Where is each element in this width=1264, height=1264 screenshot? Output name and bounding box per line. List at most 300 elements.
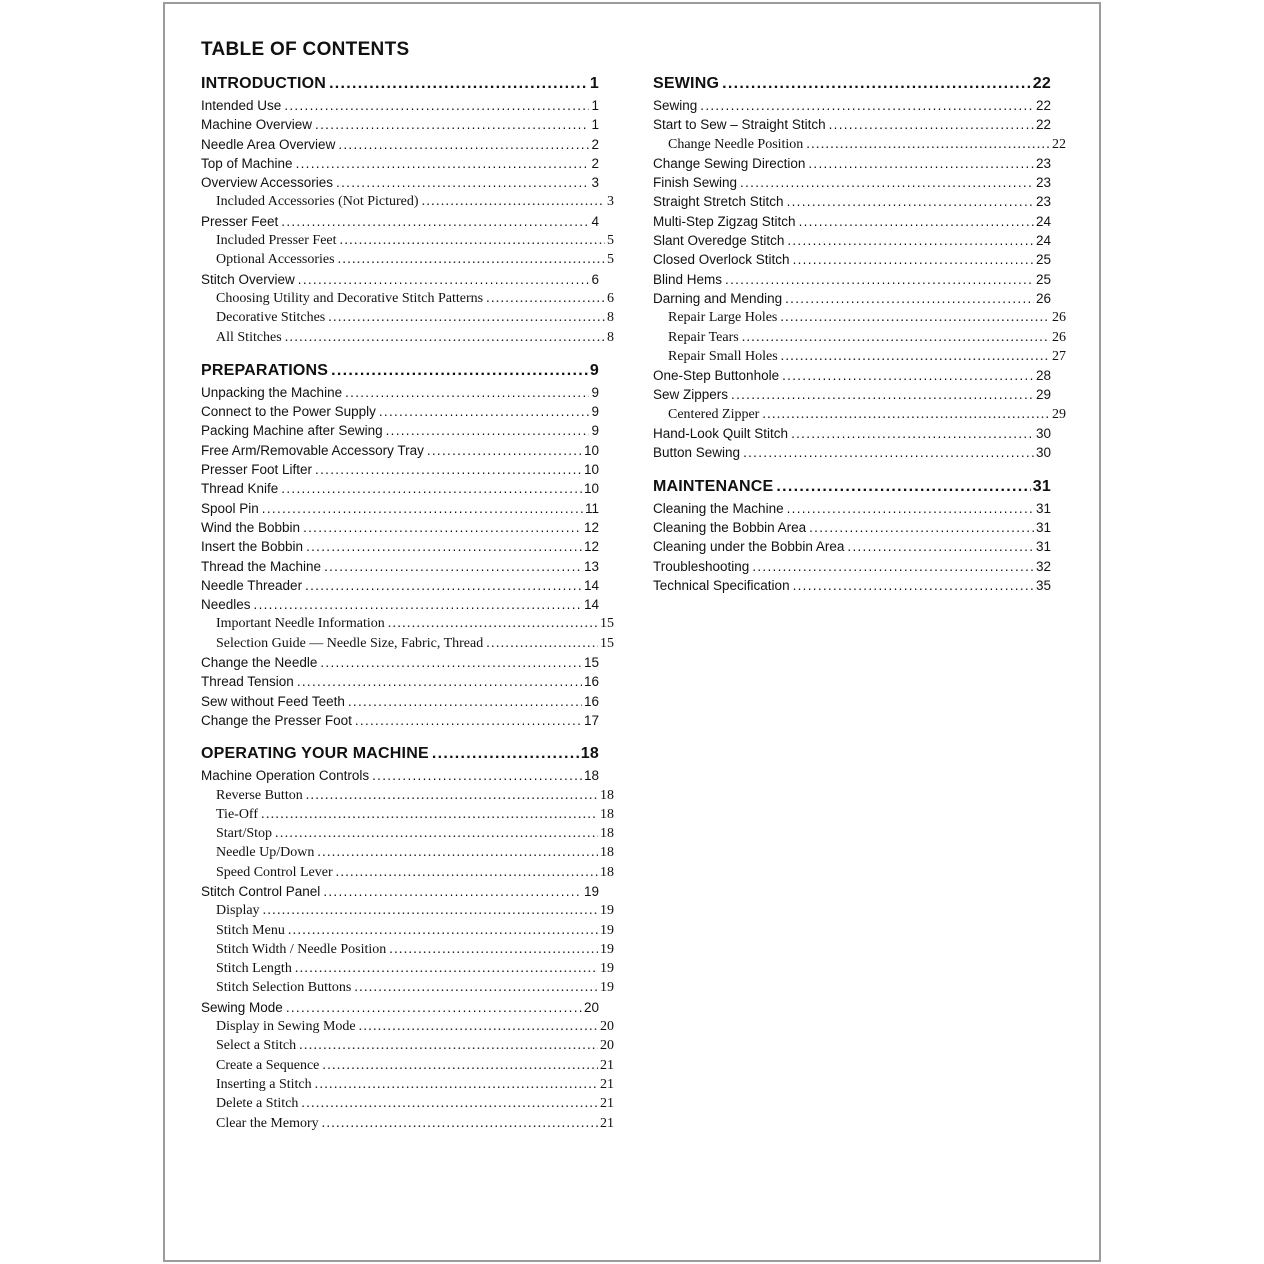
page-number: 18 bbox=[583, 768, 599, 784]
toc-entry-label: Button Sewing bbox=[653, 445, 741, 461]
toc-entry[interactable] bbox=[201, 959, 614, 978]
page-number: 1 bbox=[591, 117, 599, 133]
toc-entry[interactable] bbox=[201, 402, 599, 421]
page-number: 23 bbox=[1035, 194, 1051, 210]
dot-leader bbox=[785, 289, 1034, 308]
page-number: 18 bbox=[580, 745, 599, 763]
dot-leader bbox=[731, 385, 1034, 404]
toc-entry[interactable] bbox=[201, 328, 614, 347]
dot-leader bbox=[422, 192, 605, 211]
dot-leader bbox=[793, 250, 1034, 269]
dot-leader bbox=[345, 383, 589, 402]
toc-entry[interactable] bbox=[201, 192, 614, 211]
toc-entry[interactable] bbox=[201, 653, 599, 672]
page-number: 30 bbox=[1035, 426, 1051, 442]
toc-entry-label: Speed Control Lever bbox=[216, 864, 333, 880]
dot-leader bbox=[780, 308, 1050, 327]
page-number: 19 bbox=[600, 961, 614, 977]
toc-entry-label: Stitch Selection Buttons bbox=[216, 980, 352, 996]
toc-entry-label: Repair Tears bbox=[668, 329, 739, 345]
toc-entry[interactable] bbox=[201, 634, 614, 653]
dot-leader bbox=[315, 460, 582, 479]
page-number: 17 bbox=[583, 712, 599, 728]
page-number: 2 bbox=[591, 155, 599, 171]
dot-leader bbox=[320, 653, 582, 672]
toc-entry[interactable] bbox=[201, 843, 614, 862]
page-number: 30 bbox=[1035, 445, 1051, 461]
toc-entry-label: Included Presser Feet bbox=[216, 233, 337, 249]
toc-entry[interactable] bbox=[201, 115, 599, 134]
toc-entry[interactable] bbox=[201, 537, 599, 556]
page-number: 27 bbox=[1052, 348, 1066, 364]
page-number: 31 bbox=[1035, 500, 1051, 516]
toc-entry-label: Thread Tension bbox=[201, 674, 294, 690]
toc-entry[interactable] bbox=[201, 518, 599, 537]
dot-leader bbox=[331, 359, 588, 383]
toc-entry[interactable] bbox=[201, 805, 614, 824]
toc-entry[interactable] bbox=[653, 518, 1051, 537]
toc-entry[interactable] bbox=[653, 366, 1051, 385]
dot-leader bbox=[305, 576, 582, 595]
page-number: 26 bbox=[1052, 329, 1066, 345]
dot-leader bbox=[359, 1017, 598, 1036]
dot-leader bbox=[284, 96, 589, 115]
toc-entry-label: Cleaning under the Bobbin Area bbox=[653, 539, 845, 555]
toc-entry-label: Multi-Step Zigzag Stitch bbox=[653, 213, 796, 229]
dot-leader bbox=[301, 1094, 598, 1113]
page-number: 18 bbox=[600, 826, 614, 842]
toc-entry-label: Top of Machine bbox=[201, 155, 293, 171]
page-number: 25 bbox=[1035, 271, 1051, 287]
toc-entry-label: Included Accessories (Not Pictured) bbox=[216, 194, 419, 210]
toc-entry-label: Sew without Feed Teeth bbox=[201, 693, 345, 709]
toc-entry-label: Machine Operation Controls bbox=[201, 768, 370, 784]
toc-entry-label: Sew Zippers bbox=[653, 387, 729, 403]
page-number: 29 bbox=[1035, 387, 1051, 403]
toc-entry[interactable] bbox=[201, 212, 599, 231]
toc-entry-label: Presser Foot Lifter bbox=[201, 462, 313, 478]
dot-leader bbox=[288, 921, 598, 940]
dot-leader bbox=[336, 173, 589, 192]
toc-entry-label: Free Arm/Removable Accessory Tray bbox=[201, 442, 424, 458]
toc-entry-label: Decorative Stitches bbox=[216, 310, 326, 326]
toc-entry-label: Packing Machine after Sewing bbox=[201, 423, 383, 439]
toc-entry[interactable] bbox=[653, 135, 1066, 154]
dot-leader bbox=[791, 424, 1034, 443]
toc-entry-label: Important Needle Information bbox=[216, 616, 385, 632]
manual-page bbox=[163, 2, 1101, 1262]
dot-leader bbox=[799, 212, 1034, 231]
toc-entry-label: Reverse Button bbox=[216, 787, 303, 803]
dot-leader bbox=[432, 742, 579, 766]
toc-entry-label: Overview Accessories bbox=[201, 175, 334, 191]
dot-leader bbox=[386, 421, 590, 440]
toc-entry-label: Troubleshooting bbox=[653, 558, 750, 574]
toc-entry[interactable] bbox=[653, 231, 1051, 250]
toc-entry[interactable] bbox=[201, 998, 599, 1017]
toc-entry[interactable] bbox=[653, 557, 1051, 576]
toc-entry[interactable] bbox=[201, 383, 599, 402]
dot-leader bbox=[336, 863, 598, 882]
toc-entry[interactable] bbox=[201, 786, 614, 805]
toc-entry-label: Machine Overview bbox=[201, 117, 313, 133]
page-number: 6 bbox=[591, 271, 599, 287]
toc-entry[interactable] bbox=[201, 901, 614, 920]
toc-entry[interactable] bbox=[653, 173, 1051, 192]
page-number: 3 bbox=[591, 175, 599, 191]
dot-leader bbox=[297, 672, 582, 691]
toc-entry-label: Hand-Look Quilt Stitch bbox=[653, 426, 789, 442]
dot-leader bbox=[742, 328, 1050, 347]
page-number: 19 bbox=[600, 922, 614, 938]
dot-leader bbox=[847, 537, 1034, 556]
page-number: 23 bbox=[1035, 175, 1051, 191]
page-number: 8 bbox=[607, 329, 614, 345]
dot-leader bbox=[328, 308, 605, 327]
page-number: 15 bbox=[583, 655, 599, 671]
toc-entry-label: Thread Knife bbox=[201, 481, 279, 497]
page-number: 25 bbox=[1035, 252, 1051, 268]
toc-entry[interactable] bbox=[653, 443, 1051, 462]
page-number: 26 bbox=[1052, 310, 1066, 326]
toc-entry[interactable] bbox=[201, 824, 614, 843]
page-number: 19 bbox=[600, 980, 614, 996]
page-number: 9 bbox=[589, 361, 599, 379]
toc-entry-label: Start to Sew – Straight Stitch bbox=[653, 117, 826, 133]
toc-entry[interactable] bbox=[201, 479, 599, 498]
toc-entry-label: Display bbox=[216, 903, 260, 919]
toc-entry[interactable] bbox=[653, 192, 1051, 211]
toc-section-heading-label: SEWING bbox=[653, 75, 720, 92]
toc-entry[interactable] bbox=[201, 231, 614, 250]
page-number: 15 bbox=[600, 616, 614, 632]
dot-leader bbox=[324, 557, 582, 576]
page-number: 14 bbox=[583, 597, 599, 613]
toc-entry-label: Create a Sequence bbox=[216, 1057, 320, 1073]
dot-leader bbox=[299, 1036, 598, 1055]
page-number: 18 bbox=[600, 845, 614, 861]
toc-entry[interactable] bbox=[653, 270, 1051, 289]
dot-leader bbox=[787, 499, 1034, 518]
toc-entry[interactable] bbox=[201, 882, 599, 901]
toc-entry-label: Sewing Mode bbox=[201, 999, 283, 1015]
toc-entry-label: Clear the Memory bbox=[216, 1115, 319, 1131]
dot-leader bbox=[427, 441, 582, 460]
toc-entry-label: Repair Large Holes bbox=[668, 310, 778, 326]
toc-entry[interactable] bbox=[653, 250, 1051, 269]
dot-leader bbox=[762, 405, 1050, 424]
dot-leader bbox=[743, 443, 1034, 462]
dot-leader bbox=[486, 634, 598, 653]
page-number: 4 bbox=[591, 213, 599, 229]
dot-leader bbox=[808, 154, 1034, 173]
toc-entry-label: Stitch Overview bbox=[201, 271, 295, 287]
toc-entry-label: Cleaning the Bobbin Area bbox=[653, 519, 807, 535]
dot-leader bbox=[355, 711, 582, 730]
dot-leader bbox=[829, 115, 1034, 134]
page-number: 9 bbox=[591, 384, 599, 400]
toc-entry[interactable] bbox=[653, 115, 1051, 134]
toc-entry-label: Tie-Off bbox=[216, 806, 259, 822]
toc-entry-label: Thread the Machine bbox=[201, 558, 322, 574]
dot-leader bbox=[281, 479, 582, 498]
toc-entry[interactable] bbox=[201, 1114, 614, 1133]
toc-entry-label: Closed Overlock Stitch bbox=[653, 252, 790, 268]
toc-entry[interactable] bbox=[201, 499, 599, 518]
toc-entry[interactable] bbox=[201, 1075, 614, 1094]
page-number: 19 bbox=[600, 941, 614, 957]
toc-entry[interactable] bbox=[201, 154, 599, 173]
toc-entry[interactable] bbox=[201, 766, 599, 785]
dot-leader bbox=[389, 940, 598, 959]
toc-entry-label: Needle Up/Down bbox=[216, 845, 315, 861]
toc-entry[interactable] bbox=[653, 537, 1051, 556]
toc-entry-label: Stitch Length bbox=[216, 961, 292, 977]
toc-entry-label: Intended Use bbox=[201, 98, 282, 113]
toc-entry[interactable] bbox=[653, 308, 1066, 327]
toc-entry-label: Repair Small Holes bbox=[668, 348, 778, 364]
toc-entry-label: Sewing bbox=[653, 98, 698, 113]
toc-entry[interactable] bbox=[201, 135, 599, 154]
toc-entry[interactable] bbox=[653, 154, 1051, 173]
toc-entry-label: Choosing Utility and Decorative Stitch Patterns bbox=[216, 290, 484, 306]
toc-entry[interactable] bbox=[201, 978, 614, 997]
toc-entry-label: Change Needle Position bbox=[668, 136, 804, 152]
toc-entry-label: Technical Specification bbox=[653, 577, 790, 593]
page-number: 21 bbox=[600, 1057, 614, 1073]
toc-entry-label: Blind Hems bbox=[653, 271, 723, 287]
page-number: 21 bbox=[600, 1076, 614, 1092]
toc-entry[interactable] bbox=[201, 460, 599, 479]
dot-leader bbox=[787, 192, 1034, 211]
page-number: 16 bbox=[583, 693, 599, 709]
toc-section-heading-label: MAINTENANCE bbox=[653, 477, 774, 495]
page-number: 22 bbox=[1035, 98, 1051, 113]
dot-leader bbox=[338, 250, 605, 269]
toc-entry[interactable] bbox=[201, 614, 614, 633]
toc-entry[interactable] bbox=[653, 499, 1051, 518]
toc-entry-label: Display in Sewing Mode bbox=[216, 1019, 356, 1035]
page-number: 1 bbox=[589, 75, 599, 92]
page-number: 19 bbox=[600, 903, 614, 919]
page-number: 16 bbox=[583, 674, 599, 690]
page-number: 31 bbox=[1035, 519, 1051, 535]
dot-leader bbox=[329, 72, 588, 96]
toc-entry[interactable] bbox=[653, 212, 1051, 231]
toc-entry-label: Spool Pin bbox=[201, 500, 259, 516]
toc-entry-label: One-Step Buttonhole bbox=[653, 368, 780, 384]
dot-leader bbox=[776, 475, 1030, 499]
toc-entry[interactable] bbox=[653, 424, 1051, 443]
toc-entry-label: Change the Needle bbox=[201, 655, 318, 671]
toc-columns bbox=[201, 40, 1099, 1133]
toc-section-heading-label: PREPARATIONS bbox=[201, 361, 329, 379]
page-number: 19 bbox=[583, 883, 599, 899]
page-number: 22 bbox=[1052, 136, 1066, 152]
toc-section-heading[interactable] bbox=[653, 475, 1051, 499]
page-number: 12 bbox=[583, 539, 599, 555]
toc-entry[interactable] bbox=[201, 672, 599, 691]
dot-leader bbox=[793, 576, 1034, 595]
toc-section-heading[interactable] bbox=[653, 72, 1051, 96]
dot-leader bbox=[322, 1114, 598, 1133]
toc-entry[interactable] bbox=[201, 863, 614, 882]
toc-entry-label: Start/Stop bbox=[216, 826, 273, 842]
toc-entry[interactable] bbox=[201, 711, 599, 730]
dot-leader bbox=[275, 824, 598, 843]
page-number: 18 bbox=[600, 787, 614, 803]
page-number: 15 bbox=[600, 635, 614, 651]
toc-entry[interactable] bbox=[653, 405, 1066, 424]
dot-leader bbox=[306, 786, 598, 805]
dot-leader bbox=[254, 595, 582, 614]
toc-entry-label: Cleaning the Machine bbox=[653, 500, 784, 516]
toc-entry-label: Presser Feet bbox=[201, 213, 279, 229]
dot-leader bbox=[281, 212, 589, 231]
toc-entry-label: Needles bbox=[201, 597, 251, 613]
toc-entry-label: Insert the Bobbin bbox=[201, 539, 304, 555]
toc-entry[interactable] bbox=[653, 347, 1066, 366]
page-number: 11 bbox=[584, 500, 599, 516]
page-number: 26 bbox=[1035, 290, 1051, 306]
toc-entry[interactable] bbox=[201, 308, 614, 327]
page-number: 22 bbox=[1035, 117, 1051, 133]
page-number: 29 bbox=[1052, 406, 1066, 422]
page-number: 9 bbox=[591, 423, 599, 439]
page-number: 8 bbox=[607, 310, 614, 326]
toc-entry-label: Stitch Width / Needle Position bbox=[216, 941, 387, 957]
dot-leader bbox=[295, 959, 598, 978]
dot-leader bbox=[262, 499, 583, 518]
toc-entry-label: All Stitches bbox=[216, 329, 282, 345]
dot-leader bbox=[700, 96, 1034, 115]
page-number: 10 bbox=[583, 481, 599, 497]
dot-leader bbox=[486, 289, 605, 308]
page-number: 9 bbox=[591, 404, 599, 420]
toc-entry[interactable] bbox=[201, 692, 599, 711]
page-number: 18 bbox=[600, 864, 614, 880]
dot-leader bbox=[782, 366, 1034, 385]
toc-entry[interactable] bbox=[201, 96, 599, 115]
page-number: 5 bbox=[607, 233, 614, 249]
toc-entry[interactable] bbox=[201, 173, 599, 192]
page-number: 5 bbox=[607, 252, 614, 268]
toc-entry-label: Change the Presser Foot bbox=[201, 712, 352, 728]
dot-leader bbox=[317, 843, 598, 862]
toc-entry[interactable] bbox=[201, 1017, 614, 1036]
dot-leader bbox=[379, 402, 590, 421]
toc-section-heading[interactable] bbox=[201, 72, 599, 96]
page-number: 6 bbox=[607, 290, 614, 306]
dot-leader bbox=[298, 270, 590, 289]
toc-entry[interactable] bbox=[201, 557, 599, 576]
dot-leader bbox=[315, 115, 589, 134]
page-number: 31 bbox=[1032, 477, 1051, 495]
page-number: 24 bbox=[1035, 213, 1051, 229]
dot-leader bbox=[296, 154, 590, 173]
page-number: 32 bbox=[1035, 558, 1051, 574]
toc-entry-label: Selection Guide — Needle Size, Fabric, Thread bbox=[216, 635, 484, 651]
dot-leader bbox=[348, 692, 582, 711]
page-number: 24 bbox=[1035, 233, 1051, 249]
page-number: 3 bbox=[607, 194, 614, 210]
page-number: 35 bbox=[1035, 577, 1051, 593]
toc-entry[interactable] bbox=[201, 250, 614, 269]
dot-leader bbox=[322, 1056, 598, 1075]
toc-entry[interactable] bbox=[201, 1036, 614, 1055]
page-number: 31 bbox=[1035, 539, 1051, 555]
toc-section-heading-label: OPERATING YOUR MACHINE bbox=[201, 745, 429, 763]
toc-entry[interactable] bbox=[653, 385, 1051, 404]
dot-leader bbox=[306, 537, 582, 556]
page-number: 12 bbox=[583, 519, 599, 535]
dot-leader bbox=[725, 270, 1034, 289]
page-number: 22 bbox=[1032, 75, 1051, 92]
toc-entry[interactable] bbox=[201, 1056, 614, 1075]
toc-entry[interactable] bbox=[201, 576, 599, 595]
toc-entry[interactable] bbox=[653, 289, 1051, 308]
toc-entry[interactable] bbox=[201, 270, 599, 289]
dot-leader bbox=[752, 557, 1034, 576]
page-number: 23 bbox=[1035, 155, 1051, 171]
toc-entry-label: Stitch Control Panel bbox=[201, 883, 321, 899]
dot-leader bbox=[809, 518, 1034, 537]
dot-leader bbox=[303, 518, 582, 537]
toc-section-heading[interactable] bbox=[201, 742, 599, 766]
toc-entry-label: Needle Area Overview bbox=[201, 136, 336, 152]
toc-entry[interactable] bbox=[201, 921, 614, 940]
toc-entry[interactable] bbox=[201, 1094, 614, 1113]
toc-entry[interactable] bbox=[201, 940, 614, 959]
dot-leader bbox=[285, 328, 605, 347]
toc-entry[interactable] bbox=[653, 328, 1066, 347]
toc-entry-label: Delete a Stitch bbox=[216, 1096, 299, 1112]
dot-leader bbox=[286, 998, 582, 1017]
toc-entry[interactable] bbox=[201, 421, 599, 440]
page-number: 28 bbox=[1035, 368, 1051, 384]
toc-column-left bbox=[201, 39, 614, 1133]
toc-section-heading-label: INTRODUCTION bbox=[201, 75, 327, 92]
dot-leader bbox=[372, 766, 582, 785]
page-title: TABLE OF CONTENTS bbox=[201, 39, 410, 60]
dot-leader bbox=[722, 72, 1031, 96]
toc-entry-label: Change Sewing Direction bbox=[653, 155, 806, 171]
toc-entry[interactable] bbox=[653, 576, 1051, 595]
page-number: 18 bbox=[600, 806, 614, 822]
toc-entry-label: Straight Stretch Stitch bbox=[653, 194, 784, 210]
toc-entry-label: Optional Accessories bbox=[216, 252, 335, 268]
toc-entry[interactable] bbox=[653, 96, 1051, 115]
dot-leader bbox=[806, 135, 1050, 154]
toc-entry[interactable] bbox=[201, 595, 599, 614]
dot-leader bbox=[261, 805, 598, 824]
page-number: 20 bbox=[583, 999, 599, 1015]
dot-leader bbox=[787, 231, 1034, 250]
toc-entry[interactable] bbox=[201, 289, 614, 308]
toc-entry-label: Wind the Bobbin bbox=[201, 519, 301, 535]
page-number: 20 bbox=[600, 1019, 614, 1035]
toc-entry-label: Inserting a Stitch bbox=[216, 1076, 312, 1092]
toc-column-right bbox=[653, 40, 1066, 1133]
dot-leader bbox=[340, 231, 605, 250]
toc-section-heading[interactable] bbox=[201, 359, 599, 383]
dot-leader bbox=[354, 978, 598, 997]
toc-entry[interactable] bbox=[201, 441, 599, 460]
page-number: 21 bbox=[600, 1096, 614, 1112]
page-number: 20 bbox=[600, 1038, 614, 1054]
toc-entry-label: Stitch Menu bbox=[216, 922, 285, 938]
page-number: 21 bbox=[600, 1115, 614, 1131]
